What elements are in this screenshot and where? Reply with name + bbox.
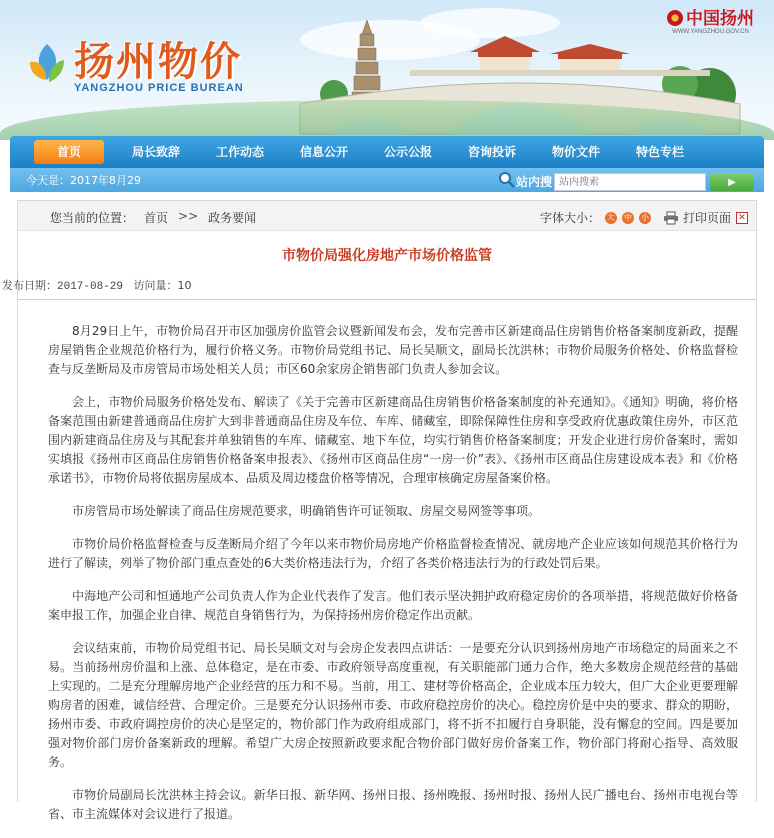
search-label: 站内搜 (516, 175, 553, 189)
breadcrumb-home-link[interactable]: 首页 (144, 211, 169, 225)
search-input[interactable] (554, 173, 706, 191)
search-button[interactable]: ▶ (710, 173, 754, 191)
article-title: 市物价局强化房地产市场价格监管 (282, 248, 492, 264)
portal-url: WWW.YANGZHOU.GOV.CN (672, 29, 749, 35)
nav-item-special-column[interactable]: 特色专栏 (635, 145, 684, 159)
print-page-link[interactable]: 打印页面 (682, 211, 731, 225)
article-paragraph: 会议结束前，市物价局党组书记、局长吴顺文对与会房企发表四点讲话：一是要充分认识到扬州房地产市场稳定的局面来之不易。当前扬州房价温和上涨、总体稳定，是在市委、市政府领导高度重视，有关职能部门通力合作，绝大多数房企规范经营的基础上实现的。二是充分理解房地产企业经营的压力和不易。当前，用工、建材等价格高企，企业成本压力较大，但广大企业更要理解购房者的困难，诚信经营、合理定价。三是要充分认识扬州市委、市政府稳控房价的决心。稳控房价是中央的要求、群众的期盼，扬州市委、市政府调控房价的决心是坚定的，物价部门作为政府组成部门，将不折不扣履行自身职能，没有懈怠的空间。四是要加强对物价部门房价备案新政的理解。希望广大房企按照新政要求配合物价部门做好房价备案工作，物价部门将耐心指导、高效服务。 (48, 641, 738, 769)
article-paragraph: 市房管局市场处解读了商品住房规范要求，明确销售许可证领取、房屋交易网签等事项。 (72, 504, 541, 518)
site-subtitle: YANGZHOU PRICE BUREAN (74, 82, 244, 94)
article-paragraph: 会上，市物价局服务价格处发布、解读了《关于完善市区新建商品住房销售价格备案制度的补充通知》。《通知》明确，将价格备案范围由新建普通商品住房扩大到非普通商品住房及车位、车库、储藏室，即除保障性住房和享受政府优惠政策住房外，市区范围内新建商品住房及与其配套并单独销售的车库、储藏室、地下车位，均实行销售价格备案制度；开发企业进行房价备案时，需如实填报《扬州市区商品住房销售价格备案申报表》、《扬州市区商品住房“一房一价”表》、《扬州市区商品住房建设成本表》和《价格承诺书》，市物价局将依据房屋成本、品质及周边楼盘价格等情况，合理审核确定房屋备案价格。 (48, 395, 738, 485)
nav-item-director-speech[interactable]: 局长致辞 (131, 145, 180, 159)
portal-emblem-icon (667, 10, 683, 26)
nav-item-price-documents[interactable]: 物价文件 (551, 145, 600, 159)
font-large-button[interactable]: 大 (606, 212, 615, 222)
main-nav (10, 136, 764, 168)
visits-count: 10 (177, 279, 192, 292)
portal-name: 中国扬州 (686, 9, 754, 29)
article-meta (2, 277, 192, 293)
article-paragraph: 市物价局副局长沈洪林主持会议。新华日报、新华网、扬州日报、扬州晚报、扬州时报、扬州人民广播电台、扬州市电视台等省、市主流媒体对会议进行了报道。 (48, 788, 738, 821)
today-date: 今天是：2017年8月29 (26, 174, 141, 187)
font-size-label: 字体大小： (539, 211, 600, 225)
article-paragraph: 市物价局价格监督检查与反垄断局介绍了今年以来市物价局房地产价格监督检查情况、就房地产企业应该如何规范其价格行为进行了解读，列举了物价部门重点查处的6大类价格违法行为，介绍了各类价格违法行为的行政处罚后果。 (48, 537, 738, 570)
site-banner (0, 0, 774, 140)
search-icon (498, 171, 516, 189)
status-bar (10, 168, 764, 192)
font-small-button[interactable]: 小 (640, 212, 649, 222)
nav-item-consult-complain[interactable]: 咨询投诉 (467, 145, 516, 159)
breadcrumb-prefix: 您当前的位置： (50, 211, 135, 225)
breadcrumb-bar (18, 201, 756, 231)
publish-date: 2017-08-29 (57, 281, 124, 293)
publish-date-label: 发布日期： (2, 279, 57, 292)
article-body (48, 322, 738, 838)
nav-item-info-disclosure[interactable]: 信息公开 (299, 145, 348, 159)
portal-logo[interactable] (667, 4, 754, 35)
close-icon[interactable]: ✕ (736, 212, 748, 224)
article-panel (2, 200, 757, 821)
site-logo-icon (24, 40, 70, 88)
printer-icon[interactable] (664, 212, 678, 224)
breadcrumb (50, 209, 256, 226)
visits-label: 访问量： (133, 279, 178, 292)
nav-item-work-news[interactable]: 工作动态 (215, 145, 264, 159)
breadcrumb-current[interactable]: 政务要闻 (208, 211, 257, 225)
font-medium-button[interactable]: 中 (623, 212, 632, 222)
divider (18, 299, 756, 300)
page-tools (540, 209, 748, 226)
article-paragraph: 8月29日上午，市物价局召开市区加强房价监管会议暨新闻发布会，发布完善市区新建商品住房销售价格备案制度新政，提醒房屋销售企业规范价格行为，履行价格义务。市物价局党组书记、局长吴顺文，副局长沈洪林；市物价局服务价格处、价格监督检查与反垄断局及市房管局市场处相关人员；市区60余家房企销售部门负责人参加会议。 (48, 324, 738, 376)
nav-item-announcements[interactable]: 公示公报 (383, 145, 432, 159)
nav-item-home[interactable]: 首页 (34, 140, 104, 164)
article-paragraph: 中海地产公司和恒通地产公司负责人作为企业代表作了发言。他们表示坚决拥护政府稳定房价的各项举措，将规范做好价格备案申报工作，加强企业自律、规范自身销售行为，为保持扬州房价稳定作出贡献。 (48, 589, 738, 622)
site-title: 扬州物价 (74, 38, 242, 85)
breadcrumb-separator: >> (178, 209, 199, 223)
